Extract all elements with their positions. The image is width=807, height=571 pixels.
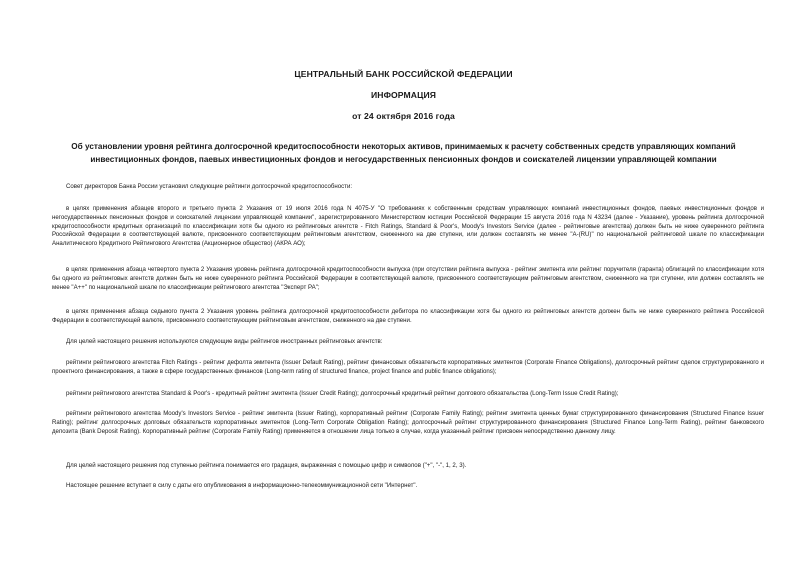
paragraph-fitch: рейтинги рейтингового агентства Fitch Ratings - рейтинг дефолта эмитента (Issuer Default Rating), рейтинг финансовых обязательств корпоративных эмитентов (Corporate Finance Obligations), долгосрочный рейтинг сделок структурированного и проектного финансирования, а также в сфере государственных финансов (Long-term rating of structured finance, project finance and public finance obligations); <box>52 359 764 375</box>
paragraph-item-2: в целях применения абзаца четвертого пункта 2 Указания уровень рейтинга долгосрочной кредитоспособности выпуска (при отсутствии рейтинга выпуска - рейтинг эмитента или рейтинг поручителя (гаранта) облигаций по классификации хотя бы одного из рейтинговых агентств должен быть не ниже суверенного рейтинга Российской Федерации в соответствующей валюте, присвоенного соответствующим рейтинговым агентством, сниженного на три ступени, или должен составлять не менее "A++" по национальной шкале по классификации рейтингового агентства "Эксперт РА"; <box>52 266 764 291</box>
org-heading: ЦЕНТРАЛЬНЫЙ БАНК РОССИЙСКОЙ ФЕДЕРАЦИИ <box>294 69 513 79</box>
paragraph-intro: Совет директоров Банка России установил следующие рейтинги долгосрочной кредитоспособности: <box>66 183 353 190</box>
paragraph-item-1: в целях применения абзацев второго и третьего пункта 2 Указания от 19 июля 2016 года N 4075-У "О требованиях к собственным средствам управляющих компаний инвестиционных фондов, паевых инвестиционных фондов и негосударственных пенсионных фондов и соискателей лицензии управляющей компании", зарегистрированного Министерством юстиции Российской Федерации 15 августа 2016 года N 43234 (далее - Указание), уровень рейтинга долгосрочной кредитоспособности кредитных организаций по классификации хотя бы одного из рейтинговых агентств - Fitch Ratings, Standard & Poor's, Moody's Investors Service (далее - рейтинговые агентства) должен быть не ниже суверенного рейтинга Российской Федерации в соответствующей валюте, присвоенного соответствующим рейтинговым агентством, сниженного на две ступени, или должен составлять не менее "A-(RU)" по национальной рейтинговой шкале по классификации Аналитического Кредитного Рейтингового Агентства (Акционерное общество) (АКРА АО); <box>52 205 764 248</box>
paragraph-rating-step: Для целей настоящего решения под ступенью рейтинга понимается его градация, выраженная с помощью цифр и символов ("+", "-", 1, 2, 3). <box>66 462 467 469</box>
paragraph-ratings-intro: Для целей настоящего решения используются следующие виды рейтингов иностранных рейтинговых агентств: <box>66 338 383 345</box>
paragraph-effective: Настоящее решение вступает в силу с даты его опубликования в информационно-телекоммуникационной сети "Интернет". <box>66 482 418 489</box>
paragraph-sp: рейтинги рейтингового агентства Standard & Poor's - кредитный рейтинг эмитента (Issuer Credit Rating); долгосрочный кредитный рейтинг долгового обязательства (Long-Term Issue Credit Rating); <box>66 390 619 397</box>
document-title: Об установлении уровня рейтинга долгосрочной кредитоспособности некоторых активов, принимаемых к расчету собственных средств управляющих компаний инвестиционных фондов, паевых инвестиционных фондов и негосударственных пенсионных фондов и соискателей лицензии управляющей компании <box>71 142 736 164</box>
paragraph-moodys: рейтинги рейтингового агентства Moody's Investors Service - рейтинг эмитента (Issuer Rating), корпоративный рейтинг (Corporate Family Rating); рейтинг эмитента ценных бумаг структурированного финансирования (Structured Finance Issuer Rating); рейтинг долгосрочных долговых обязательств корпоративных эмитентов (Long-Term Corporate Obligation Rating); долгосрочный рейтинг структурированного финансирования (Structured Finance Long-Term Rating), рейтинг банковского депозита (Bank Deposit Rating). Корпоративный рейтинг (Corporate Family Rating) применяется в отношении лица только в случае, когда указанный рейтинг присвоен непосредственно данному лицу. <box>52 410 764 435</box>
doc-date: от 24 октября 2016 года <box>352 111 455 121</box>
paragraph-item-3: в целях применения абзаца седьмого пункта 2 Указания уровень рейтинга долгосрочной кредитоспособности дебитора по классификации хотя бы одного из рейтинговых агентств должен быть не ниже суверенного рейтинга Российской Федерации в соответствующей валюте, присвоенного соответствующим рейтинговым агентством, сниженного на две ступени. <box>52 308 764 324</box>
doc-type-heading: ИНФОРМАЦИЯ <box>370 90 437 100</box>
